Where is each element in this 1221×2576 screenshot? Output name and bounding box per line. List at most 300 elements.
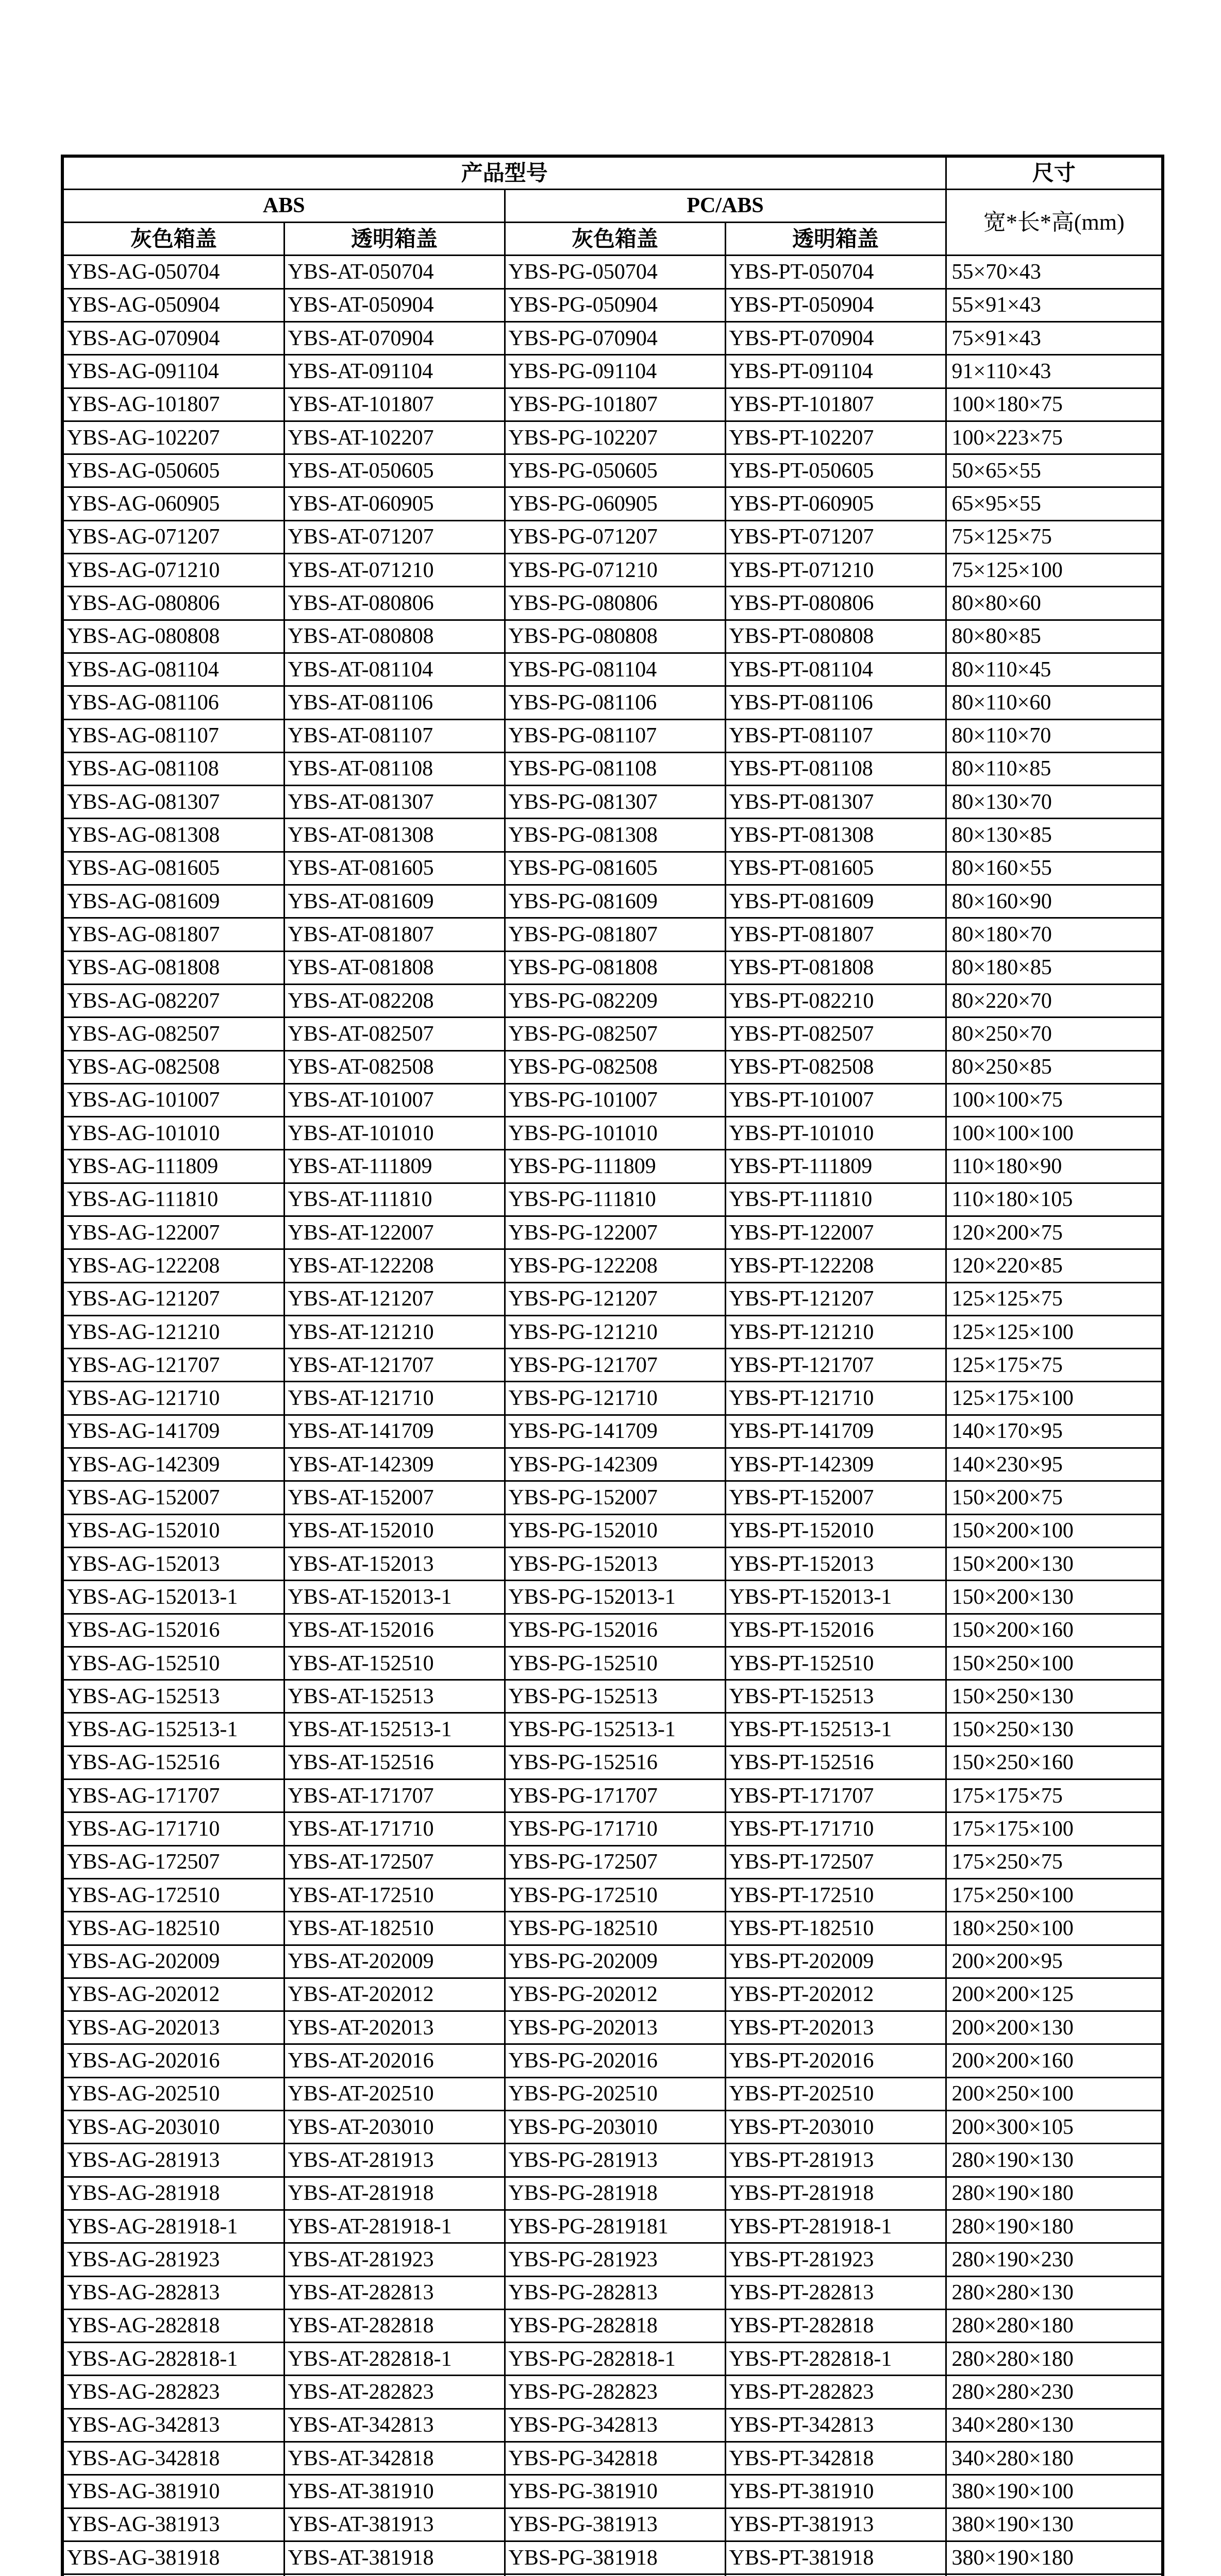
dimension-value-cell: 125×125×75 — [946, 1282, 1163, 1315]
pcabs-clear-model-cell: YBS-PT-081807 — [725, 918, 946, 951]
abs-gray-model-cell: YBS-AG-171710 — [62, 1812, 284, 1845]
table-row — [62, 321, 1163, 354]
product-spec-table — [61, 155, 1164, 2576]
abs-clear-model-cell: YBS-AT-050904 — [284, 289, 505, 321]
pcabs-gray-model-cell: YBS-PG-282818 — [505, 2309, 725, 2342]
pcabs-clear-model-cell: YBS-PT-071207 — [725, 520, 946, 553]
pcabs-gray-model-cell: YBS-PG-111809 — [505, 1150, 725, 1183]
abs-clear-model-cell: YBS-AT-080806 — [284, 587, 505, 620]
abs-gray-model-cell: YBS-AG-282823 — [62, 2376, 284, 2409]
abs-gray-model-cell: YBS-AG-121707 — [62, 1349, 284, 1382]
pcabs-gray-model-cell: YBS-PG-141709 — [505, 1415, 725, 1448]
abs-clear-model-cell: YBS-AT-081107 — [284, 719, 505, 752]
dimension-value-cell: 340×280×180 — [946, 2442, 1163, 2475]
pcabs-gray-cover-header: 灰色箱盖 — [505, 223, 725, 256]
dimension-value-cell: 200×200×95 — [946, 1945, 1163, 1978]
abs-clear-model-cell: YBS-AT-111809 — [284, 1150, 505, 1183]
pcabs-clear-model-cell: YBS-PT-121210 — [725, 1315, 946, 1348]
abs-clear-model-cell: YBS-AT-281923 — [284, 2243, 505, 2276]
pcabs-clear-model-cell: YBS-PT-152013-1 — [725, 1581, 946, 1614]
dimension-value-cell: 150×200×160 — [946, 1614, 1163, 1647]
pcabs-clear-model-cell: YBS-PT-050605 — [725, 454, 946, 487]
abs-clear-model-cell: YBS-AT-121210 — [284, 1315, 505, 1348]
pcabs-clear-model-cell: YBS-PT-152513-1 — [725, 1713, 946, 1746]
table-row — [62, 686, 1163, 719]
abs-gray-model-cell: YBS-AG-081609 — [62, 885, 284, 918]
abs-clear-model-cell: YBS-AT-381913 — [284, 2508, 505, 2541]
dimension-value-cell: 80×110×70 — [946, 719, 1163, 752]
dimension-value-cell: 80×250×85 — [946, 1050, 1163, 1083]
pcabs-gray-model-cell: YBS-PG-381913 — [505, 2508, 725, 2541]
table-row — [62, 1315, 1163, 1348]
abs-gray-model-cell: YBS-AG-281923 — [62, 2243, 284, 2276]
pcabs-clear-model-cell: YBS-PT-342813 — [725, 2409, 946, 2442]
abs-clear-model-cell: YBS-AT-281913 — [284, 2144, 505, 2177]
dimension-value-cell: 110×180×105 — [946, 1183, 1163, 1216]
table-row — [62, 520, 1163, 553]
pcabs-gray-model-cell: YBS-PG-082508 — [505, 1050, 725, 1083]
table-row — [62, 1382, 1163, 1415]
abs-gray-model-cell: YBS-AG-202012 — [62, 1978, 284, 2011]
pcabs-gray-model-cell: YBS-PG-282813 — [505, 2276, 725, 2309]
dimension-value-cell: 75×125×75 — [946, 520, 1163, 553]
abs-gray-model-cell: YBS-AG-081104 — [62, 653, 284, 686]
table-row — [62, 1647, 1163, 1680]
table-row — [62, 2442, 1163, 2475]
pcabs-clear-model-cell: YBS-PT-081104 — [725, 653, 946, 686]
dimension-header: 宽*长*高(mm) — [946, 189, 1163, 256]
pcabs-gray-model-cell: YBS-PG-142309 — [505, 1448, 725, 1481]
pcabs-gray-model-cell: YBS-PG-202013 — [505, 2011, 725, 2044]
header-row-1 — [62, 156, 1163, 189]
table-body — [62, 256, 1163, 2576]
dimension-value-cell: 150×200×130 — [946, 1581, 1163, 1614]
dimension-value-cell: 150×250×100 — [946, 1647, 1163, 1680]
abs-clear-model-cell: YBS-AT-171707 — [284, 1780, 505, 1812]
dimension-value-cell: 175×175×75 — [946, 1780, 1163, 1812]
table-row — [62, 355, 1163, 388]
abs-gray-model-cell: YBS-AG-102207 — [62, 421, 284, 454]
pcabs-clear-model-cell: YBS-PT-080806 — [725, 587, 946, 620]
pcabs-gray-model-cell: YBS-PG-081609 — [505, 885, 725, 918]
table-row — [62, 1746, 1163, 1779]
abs-gray-model-cell: YBS-AG-152513 — [62, 1680, 284, 1713]
table-row — [62, 1481, 1163, 1514]
pcabs-clear-model-cell: YBS-PT-141709 — [725, 1415, 946, 1448]
abs-clear-model-cell: YBS-AT-152013-1 — [284, 1581, 505, 1614]
pcabs-gray-model-cell: YBS-PG-202510 — [505, 2077, 725, 2110]
abs-gray-model-cell: YBS-AG-081308 — [62, 819, 284, 852]
abs-clear-model-cell: YBS-AT-152513-1 — [284, 1713, 505, 1746]
abs-clear-model-cell: YBS-AT-122208 — [284, 1249, 505, 1282]
table-row — [62, 885, 1163, 918]
abs-clear-model-cell: YBS-AT-050704 — [284, 256, 505, 289]
table-row — [62, 2541, 1163, 2574]
table-row — [62, 1083, 1163, 1116]
table-row — [62, 951, 1163, 984]
pcabs-gray-model-cell: YBS-PG-171710 — [505, 1812, 725, 1845]
pcabs-gray-model-cell: YBS-PG-071207 — [505, 520, 725, 553]
table-row — [62, 554, 1163, 587]
abs-clear-model-cell: YBS-AT-172510 — [284, 1878, 505, 1911]
pcabs-clear-model-cell: YBS-PT-152010 — [725, 1514, 946, 1547]
pcabs-clear-model-cell: YBS-PT-172510 — [725, 1878, 946, 1911]
pcabs-clear-model-cell: YBS-PT-171707 — [725, 1780, 946, 1812]
pcabs-gray-model-cell: YBS-PG-152513-1 — [505, 1713, 725, 1746]
abs-clear-model-cell: YBS-AT-081104 — [284, 653, 505, 686]
pcabs-clear-model-cell: YBS-PT-122007 — [725, 1216, 946, 1249]
pcabs-gray-model-cell: YBS-PG-081107 — [505, 719, 725, 752]
pcabs-gray-model-cell: YBS-PG-050704 — [505, 256, 725, 289]
dimension-value-cell: 200×200×130 — [946, 2011, 1163, 2044]
pcabs-clear-model-cell: YBS-PT-122208 — [725, 1249, 946, 1282]
abs-gray-model-cell: YBS-AG-050704 — [62, 256, 284, 289]
abs-clear-model-cell: YBS-AT-101010 — [284, 1117, 505, 1150]
dimension-value-cell: 80×130×85 — [946, 819, 1163, 852]
abs-clear-model-cell: YBS-AT-202016 — [284, 2044, 505, 2077]
pcabs-gray-model-cell: YBS-PG-281913 — [505, 2144, 725, 2177]
pcabs-clear-model-cell: YBS-PT-111809 — [725, 1150, 946, 1183]
abs-gray-model-cell: YBS-AG-381913 — [62, 2508, 284, 2541]
pcabs-gray-model-cell: YBS-PG-202016 — [505, 2044, 725, 2077]
pcabs-clear-model-cell: YBS-PT-101807 — [725, 388, 946, 421]
abs-gray-model-cell: YBS-AG-111810 — [62, 1183, 284, 1216]
dimension-value-cell: 280×280×130 — [946, 2276, 1163, 2309]
abs-clear-model-cell: YBS-AT-281918-1 — [284, 2210, 505, 2243]
pcabs-gray-model-cell: YBS-PG-102207 — [505, 421, 725, 454]
pcabs-gray-model-cell: YBS-PG-080806 — [505, 587, 725, 620]
dimension-value-cell: 280×190×180 — [946, 2210, 1163, 2243]
pcabs-gray-model-cell: YBS-PG-111810 — [505, 1183, 725, 1216]
dimension-value-cell: 125×125×100 — [946, 1315, 1163, 1348]
abs-gray-model-cell: YBS-AG-121210 — [62, 1315, 284, 1348]
dimension-value-cell: 120×200×75 — [946, 1216, 1163, 1249]
dimension-value-cell: 280×280×180 — [946, 2343, 1163, 2376]
abs-clear-model-cell: YBS-AT-152007 — [284, 1481, 505, 1514]
abs-clear-model-cell: YBS-AT-081108 — [284, 752, 505, 785]
abs-clear-model-cell: YBS-AT-342813 — [284, 2409, 505, 2442]
pcabs-clear-model-cell: YBS-PT-102207 — [725, 421, 946, 454]
abs-clear-model-cell: YBS-AT-122007 — [284, 1216, 505, 1249]
table-row — [62, 2177, 1163, 2210]
dimension-value-cell: 200×300×105 — [946, 2111, 1163, 2144]
abs-clear-model-cell: YBS-AT-071207 — [284, 520, 505, 553]
abs-clear-model-cell: YBS-AT-142309 — [284, 1448, 505, 1481]
table-row — [62, 1050, 1163, 1083]
pcabs-gray-model-cell: YBS-PG-122007 — [505, 1216, 725, 1249]
pcabs-gray-model-cell: YBS-PG-152016 — [505, 1614, 725, 1647]
dimension-value-cell: 380×190×100 — [946, 2475, 1163, 2508]
abs-clear-model-cell: YBS-AT-381910 — [284, 2475, 505, 2508]
pcabs-clear-model-cell: YBS-PT-081605 — [725, 852, 946, 885]
pcabs-gray-model-cell: YBS-PG-091104 — [505, 355, 725, 388]
pcabs-clear-model-cell: YBS-PT-111810 — [725, 1183, 946, 1216]
table-row — [62, 2044, 1163, 2077]
pcabs-clear-model-cell: YBS-PT-281923 — [725, 2243, 946, 2276]
table-row — [62, 819, 1163, 852]
dimension-value-cell: 80×130×70 — [946, 786, 1163, 819]
abs-clear-model-cell: YBS-AT-152516 — [284, 1746, 505, 1779]
abs-gray-model-cell: YBS-AG-081108 — [62, 752, 284, 785]
pcabs-clear-cover-header: 透明箱盖 — [725, 223, 946, 256]
dimension-value-cell: 200×200×125 — [946, 1978, 1163, 2011]
abs-clear-model-cell: YBS-AT-081106 — [284, 686, 505, 719]
abs-clear-model-cell: YBS-AT-081609 — [284, 885, 505, 918]
abs-gray-model-cell: YBS-AG-282818-1 — [62, 2343, 284, 2376]
pcabs-gray-model-cell: YBS-PG-081108 — [505, 752, 725, 785]
abs-clear-model-cell: YBS-AT-050605 — [284, 454, 505, 487]
pcabs-clear-model-cell: YBS-PT-381918 — [725, 2541, 946, 2574]
pcabs-clear-model-cell: YBS-PT-082507 — [725, 1018, 946, 1050]
abs-clear-model-cell: YBS-AT-121707 — [284, 1349, 505, 1382]
pcabs-gray-model-cell: YBS-PG-202012 — [505, 1978, 725, 2011]
abs-gray-model-cell: YBS-AG-070904 — [62, 321, 284, 354]
abs-gray-model-cell: YBS-AG-080808 — [62, 620, 284, 653]
dimension-value-cell: 55×91×43 — [946, 289, 1163, 321]
abs-gray-cover-header: 灰色箱盖 — [62, 223, 284, 256]
abs-gray-model-cell: YBS-AG-121710 — [62, 1382, 284, 1415]
abs-gray-model-cell: YBS-AG-121207 — [62, 1282, 284, 1315]
pcabs-clear-model-cell: YBS-PT-202510 — [725, 2077, 946, 2110]
table-row — [62, 1415, 1163, 1448]
table-row — [62, 1282, 1163, 1315]
dimension-value-cell: 100×100×100 — [946, 1117, 1163, 1150]
abs-gray-model-cell: YBS-AG-202016 — [62, 2044, 284, 2077]
abs-gray-model-cell: YBS-AG-050605 — [62, 454, 284, 487]
table-row — [62, 421, 1163, 454]
abs-header: ABS — [62, 189, 505, 222]
abs-gray-model-cell: YBS-AG-122007 — [62, 1216, 284, 1249]
table-row — [62, 1912, 1163, 1945]
abs-gray-model-cell: YBS-AG-182510 — [62, 1912, 284, 1945]
abs-clear-model-cell: YBS-AT-381918 — [284, 2541, 505, 2574]
pcabs-gray-model-cell: YBS-PG-050904 — [505, 289, 725, 321]
abs-gray-model-cell: YBS-AG-281918-1 — [62, 2210, 284, 2243]
abs-clear-model-cell: YBS-AT-152513 — [284, 1680, 505, 1713]
header-row-2 — [62, 189, 1163, 222]
pcabs-clear-model-cell: YBS-PT-281918-1 — [725, 2210, 946, 2243]
abs-gray-model-cell: YBS-AG-111809 — [62, 1150, 284, 1183]
dimension-value-cell: 100×180×75 — [946, 388, 1163, 421]
pcabs-gray-model-cell: YBS-PG-2819181 — [505, 2210, 725, 2243]
abs-clear-model-cell: YBS-AT-101807 — [284, 388, 505, 421]
pcabs-gray-model-cell: YBS-PG-152513 — [505, 1680, 725, 1713]
table-row — [62, 653, 1163, 686]
size-header: 尺寸 — [946, 156, 1163, 189]
pcabs-clear-model-cell: YBS-PT-152513 — [725, 1680, 946, 1713]
dimension-value-cell: 125×175×100 — [946, 1382, 1163, 1415]
table-row — [62, 1216, 1163, 1249]
pcabs-gray-model-cell: YBS-PG-152010 — [505, 1514, 725, 1547]
abs-clear-cover-header: 透明箱盖 — [284, 223, 505, 256]
pcabs-clear-model-cell: YBS-PT-281913 — [725, 2144, 946, 2177]
dimension-value-cell: 65×95×55 — [946, 487, 1163, 520]
dimension-value-cell: 200×200×160 — [946, 2044, 1163, 2077]
abs-gray-model-cell: YBS-AG-172507 — [62, 1845, 284, 1878]
abs-clear-model-cell: YBS-AT-342818 — [284, 2442, 505, 2475]
table-row — [62, 852, 1163, 885]
pcabs-gray-model-cell: YBS-PG-121207 — [505, 1282, 725, 1315]
table-row — [62, 2343, 1163, 2376]
table-row — [62, 752, 1163, 785]
abs-clear-model-cell: YBS-AT-281918 — [284, 2177, 505, 2210]
pcabs-clear-model-cell: YBS-PT-060905 — [725, 487, 946, 520]
dimension-value-cell: 150×200×130 — [946, 1547, 1163, 1580]
pcabs-gray-model-cell: YBS-PG-082507 — [505, 1018, 725, 1050]
dimension-value-cell: 200×250×100 — [946, 2077, 1163, 2110]
abs-clear-model-cell: YBS-AT-282813 — [284, 2276, 505, 2309]
table-row — [62, 1349, 1163, 1382]
dimension-value-cell: 80×110×45 — [946, 653, 1163, 686]
dimension-value-cell: 380×190×130 — [946, 2508, 1163, 2541]
pcabs-clear-model-cell: YBS-PT-081609 — [725, 885, 946, 918]
abs-clear-model-cell: YBS-AT-082508 — [284, 1050, 505, 1083]
table-row — [62, 2309, 1163, 2342]
dimension-value-cell: 280×190×180 — [946, 2177, 1163, 2210]
pcabs-clear-model-cell: YBS-PT-091104 — [725, 355, 946, 388]
table-row — [62, 1018, 1163, 1050]
pcabs-gray-model-cell: YBS-PG-342818 — [505, 2442, 725, 2475]
pcabs-gray-model-cell: YBS-PG-282818-1 — [505, 2343, 725, 2376]
abs-gray-model-cell: YBS-AG-152013-1 — [62, 1581, 284, 1614]
pcabs-gray-model-cell: YBS-PG-121707 — [505, 1349, 725, 1382]
table-row — [62, 1614, 1163, 1647]
dimension-value-cell: 110×180×90 — [946, 1150, 1163, 1183]
pcabs-gray-model-cell: YBS-PG-342813 — [505, 2409, 725, 2442]
pcabs-gray-model-cell: YBS-PG-121710 — [505, 1382, 725, 1415]
pcabs-gray-model-cell: YBS-PG-081807 — [505, 918, 725, 951]
abs-gray-model-cell: YBS-AG-122208 — [62, 1249, 284, 1282]
table-row — [62, 1117, 1163, 1150]
dimension-value-cell: 50×65×55 — [946, 454, 1163, 487]
abs-clear-model-cell: YBS-AT-081308 — [284, 819, 505, 852]
abs-gray-model-cell: YBS-AG-081107 — [62, 719, 284, 752]
abs-clear-model-cell: YBS-AT-080808 — [284, 620, 505, 653]
pcabs-clear-model-cell: YBS-PT-082210 — [725, 984, 946, 1017]
table-row — [62, 1581, 1163, 1614]
pcabs-gray-model-cell: YBS-PG-171707 — [505, 1780, 725, 1812]
pcabs-clear-model-cell: YBS-PT-182510 — [725, 1912, 946, 1945]
dimension-value-cell: 125×175×75 — [946, 1349, 1163, 1382]
table-row — [62, 719, 1163, 752]
table-row — [62, 2011, 1163, 2044]
abs-gray-model-cell: YBS-AG-202510 — [62, 2077, 284, 2110]
pcabs-gray-model-cell: YBS-PG-281923 — [505, 2243, 725, 2276]
pcabs-clear-model-cell: YBS-PT-142309 — [725, 1448, 946, 1481]
dimension-value-cell: 140×170×95 — [946, 1415, 1163, 1448]
pcabs-clear-model-cell: YBS-PT-282813 — [725, 2276, 946, 2309]
pcabs-gray-model-cell: YBS-PG-381910 — [505, 2475, 725, 2508]
abs-gray-model-cell: YBS-AG-081807 — [62, 918, 284, 951]
pcabs-clear-model-cell: YBS-PT-082508 — [725, 1050, 946, 1083]
dimension-value-cell: 80×160×55 — [946, 852, 1163, 885]
dimension-value-cell: 80×80×60 — [946, 587, 1163, 620]
pcabs-clear-model-cell: YBS-PT-171710 — [725, 1812, 946, 1845]
abs-clear-model-cell: YBS-AT-152016 — [284, 1614, 505, 1647]
dimension-value-cell: 100×100×75 — [946, 1083, 1163, 1116]
abs-gray-model-cell: YBS-AG-101807 — [62, 388, 284, 421]
pcabs-clear-model-cell: YBS-PT-342818 — [725, 2442, 946, 2475]
dimension-value-cell: 175×175×100 — [946, 1812, 1163, 1845]
pcabs-gray-model-cell: YBS-PG-202009 — [505, 1945, 725, 1978]
table-row — [62, 2210, 1163, 2243]
abs-gray-model-cell: YBS-AG-081106 — [62, 686, 284, 719]
abs-gray-model-cell: YBS-AG-071207 — [62, 520, 284, 553]
abs-gray-model-cell: YBS-AG-152013 — [62, 1547, 284, 1580]
pcabs-clear-model-cell: YBS-PT-152007 — [725, 1481, 946, 1514]
abs-clear-model-cell: YBS-AT-282823 — [284, 2376, 505, 2409]
pcabs-clear-model-cell: YBS-PT-081107 — [725, 719, 946, 752]
pcabs-clear-model-cell: YBS-PT-101007 — [725, 1083, 946, 1116]
abs-gray-model-cell: YBS-AG-082507 — [62, 1018, 284, 1050]
abs-gray-model-cell: YBS-AG-091104 — [62, 355, 284, 388]
abs-gray-model-cell: YBS-AG-342813 — [62, 2409, 284, 2442]
abs-clear-model-cell: YBS-AT-172507 — [284, 1845, 505, 1878]
abs-gray-model-cell: YBS-AG-060905 — [62, 487, 284, 520]
abs-clear-model-cell: YBS-AT-101007 — [284, 1083, 505, 1116]
abs-gray-model-cell: YBS-AG-281918 — [62, 2177, 284, 2210]
abs-gray-model-cell: YBS-AG-101010 — [62, 1117, 284, 1150]
dimension-value-cell: 175×250×75 — [946, 1845, 1163, 1878]
pcabs-clear-model-cell: YBS-PT-282818-1 — [725, 2343, 946, 2376]
pcabs-gray-model-cell: YBS-PG-152013 — [505, 1547, 725, 1580]
abs-clear-model-cell: YBS-AT-081307 — [284, 786, 505, 819]
abs-gray-model-cell: YBS-AG-202013 — [62, 2011, 284, 2044]
abs-gray-model-cell: YBS-AG-152516 — [62, 1746, 284, 1779]
abs-clear-model-cell: YBS-AT-060905 — [284, 487, 505, 520]
dimension-value-cell: 150×250×130 — [946, 1680, 1163, 1713]
dimension-value-cell: 55×70×43 — [946, 256, 1163, 289]
abs-clear-model-cell: YBS-AT-121710 — [284, 1382, 505, 1415]
dimension-value-cell: 80×80×85 — [946, 620, 1163, 653]
table-row — [62, 1780, 1163, 1812]
dimension-value-cell: 140×230×95 — [946, 1448, 1163, 1481]
table-row — [62, 1448, 1163, 1481]
pcabs-clear-model-cell: YBS-PT-202016 — [725, 2044, 946, 2077]
abs-clear-model-cell: YBS-AT-082208 — [284, 984, 505, 1017]
pcabs-clear-model-cell: YBS-PT-070904 — [725, 321, 946, 354]
abs-gray-model-cell: YBS-AG-172510 — [62, 1878, 284, 1911]
table-row — [62, 1547, 1163, 1580]
pcabs-clear-model-cell: YBS-PT-152510 — [725, 1647, 946, 1680]
table-row — [62, 1514, 1163, 1547]
table-row — [62, 1249, 1163, 1282]
pcabs-clear-model-cell: YBS-PT-081808 — [725, 951, 946, 984]
pcabs-gray-model-cell: YBS-PG-152516 — [505, 1746, 725, 1779]
abs-gray-model-cell: YBS-AG-171707 — [62, 1780, 284, 1812]
table-row — [62, 1680, 1163, 1713]
dimension-value-cell: 150×200×100 — [946, 1514, 1163, 1547]
dimension-value-cell: 80×220×70 — [946, 984, 1163, 1017]
pcabs-gray-model-cell: YBS-PG-081104 — [505, 653, 725, 686]
table-row — [62, 1713, 1163, 1746]
pcabs-clear-model-cell: YBS-PT-101010 — [725, 1117, 946, 1150]
table-row — [62, 1845, 1163, 1878]
pcabs-clear-model-cell: YBS-PT-121710 — [725, 1382, 946, 1415]
dimension-value-cell: 100×223×75 — [946, 421, 1163, 454]
abs-clear-model-cell: YBS-AT-152010 — [284, 1514, 505, 1547]
pcabs-gray-model-cell: YBS-PG-182510 — [505, 1912, 725, 1945]
pcabs-gray-model-cell: YBS-PG-172507 — [505, 1845, 725, 1878]
abs-clear-model-cell: YBS-AT-171710 — [284, 1812, 505, 1845]
abs-gray-model-cell: YBS-AG-152010 — [62, 1514, 284, 1547]
abs-gray-model-cell: YBS-AG-081307 — [62, 786, 284, 819]
pcabs-gray-model-cell: YBS-PG-071210 — [505, 554, 725, 587]
pcabs-gray-model-cell: YBS-PG-101807 — [505, 388, 725, 421]
abs-gray-model-cell: YBS-AG-152513-1 — [62, 1713, 284, 1746]
table-row — [62, 256, 1163, 289]
abs-gray-model-cell: YBS-AG-081605 — [62, 852, 284, 885]
